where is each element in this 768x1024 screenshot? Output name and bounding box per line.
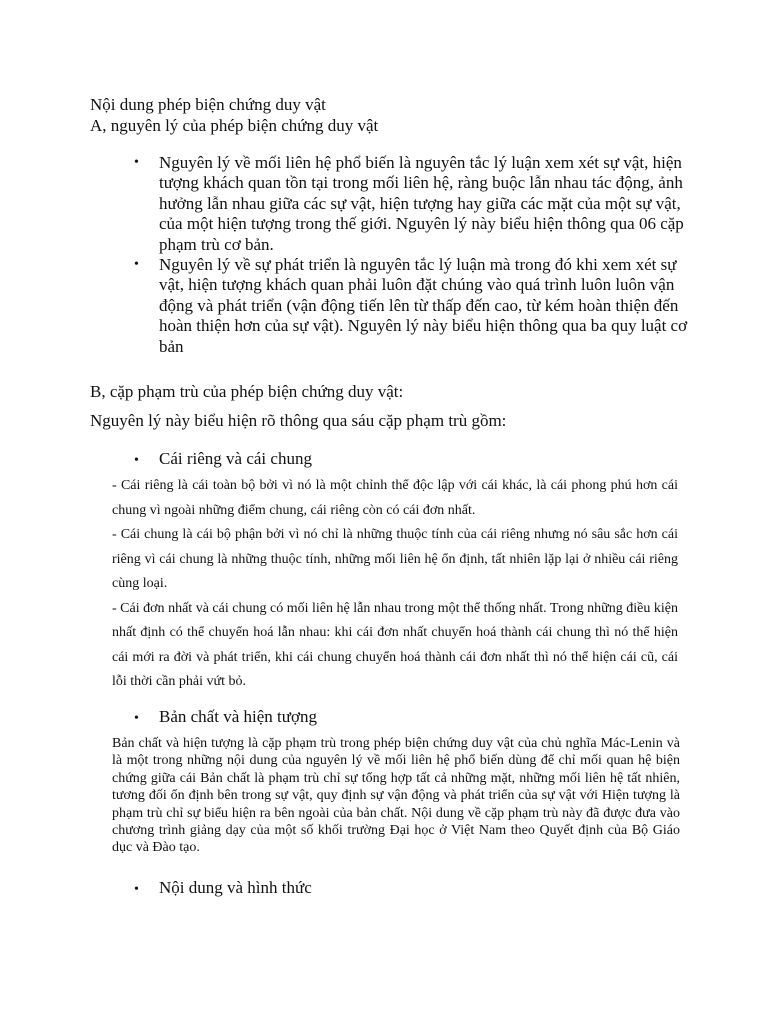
list-item xyxy=(134,153,694,255)
pair-description xyxy=(112,474,678,695)
section-a-heading: A, nguyên lý của phép biện chứng duy vật xyxy=(90,116,379,135)
paragraph: - Cái đơn nhất và cái chung có mối liên hệ lẫn nhau trong một thể thống nhất. Trong những điều kiện nhất định có thể chuyển hoá lẫn nhau: khi cái đơn nhất chuyển hoá thành cái chung thì nó thể hiện cái mới ra đời và phát triển, khi cái chung chuyển hoá thành cái đơn nhất thì nó thể hiện cái cũ, cái lỗi thời cần phải vứt bỏ. xyxy=(112,600,678,689)
pair-title: Bản chất và hiện tượng xyxy=(159,707,317,726)
section-b-intro: Nguyên lý này biểu hiện rõ thông qua sáu cặp phạm trù gồm: xyxy=(90,411,507,430)
bullet-icon: • xyxy=(134,453,139,468)
pair-heading xyxy=(134,448,312,472)
paragraph: - Cái riêng là cái toàn bộ bởi vì nó là một chỉnh thể độc lập với cái khác, là cái phong phú hơn cái chung vì ngoài những điểm chung, cái riêng còn có cái đơn nhất. xyxy=(112,478,678,518)
section-b-heading: B, cặp phạm trù của phép biện chứng duy vật: xyxy=(90,382,404,401)
bullet-icon: • xyxy=(134,882,139,897)
pair-heading xyxy=(134,706,317,730)
document-title: Nội dung phép biện chứng duy vật xyxy=(90,95,326,114)
pair-title: Cái riêng và cái chung xyxy=(159,449,312,468)
paragraph: Bản chất và hiện tượng là cặp phạm trù trong phép biện chứng duy vật của chủ nghĩa Mác-Lenin và là một trong những nội dung của nguyên lý về mối liên hệ phổ biến dùng để chỉ mối quan hệ biện chứng giữa cái Bản chất là phạm trù chỉ sự tổng hợp tất cả những mặt, những mối liên hệ tất nhiên, tương đối ổn định bên trong sự vật, quy định sự vận động và phát triển của sự vật với Hiện tượng là phạm trù chỉ sự biểu hiện ra bên ngoài của bản chất. Nội dung về cặp phạm trù này đã được đưa vào chương trình giảng dạy của một số khối trường Đại học ở Việt Nam theo Quyết định của Bộ Giáo dục và Đào tạo. xyxy=(112,736,680,856)
principles-list xyxy=(134,153,694,357)
principle-text: Nguyên lý về mối liên hệ phổ biến là nguyên tắc lý luận xem xét sự vật, hiện tượng khách quan tồn tại trong mối liên hệ, ràng buộc lẫn nhau tác động, ảnh hưởng lẫn nhau giữa các sự vật, hiện tượng hay giữa các mặt của một sự vật, của một hiện tượng trong thế giới. Nguyên lý này biểu hiện thông qua 06 cặp phạm trù cơ bản. xyxy=(159,153,684,254)
principle-text: Nguyên lý về sự phát triển là nguyên tắc lý luận mà trong đó khi xem xét sự vật, hiện tượng khách quan phải luôn đặt chúng vào quá trình luôn luôn vận động và phát triển (vận động tiến lên từ thấp đến cao, từ kém hoàn thiện đến hoàn thiện hơn của sự vật). Nguyên lý này biểu hiện thông qua ba quy luật cơ bản xyxy=(159,255,688,356)
paragraph: - Cái chung là cái bộ phận bởi vì nó chỉ là những thuộc tính của cái riêng nhưng nó sâu sắc hơn cái riêng vì cái chung là những thuộc tính, những mối liên hệ ổn định, tất nhiên lặp lại ở nhiều cái riêng cùng loại. xyxy=(112,527,678,591)
pair-heading xyxy=(134,877,312,901)
list-item xyxy=(134,255,694,357)
bullet-icon: • xyxy=(134,155,139,170)
pair-title: Nội dung và hình thức xyxy=(159,878,312,897)
bullet-icon: • xyxy=(134,257,139,273)
bullet-icon: • xyxy=(134,711,139,726)
